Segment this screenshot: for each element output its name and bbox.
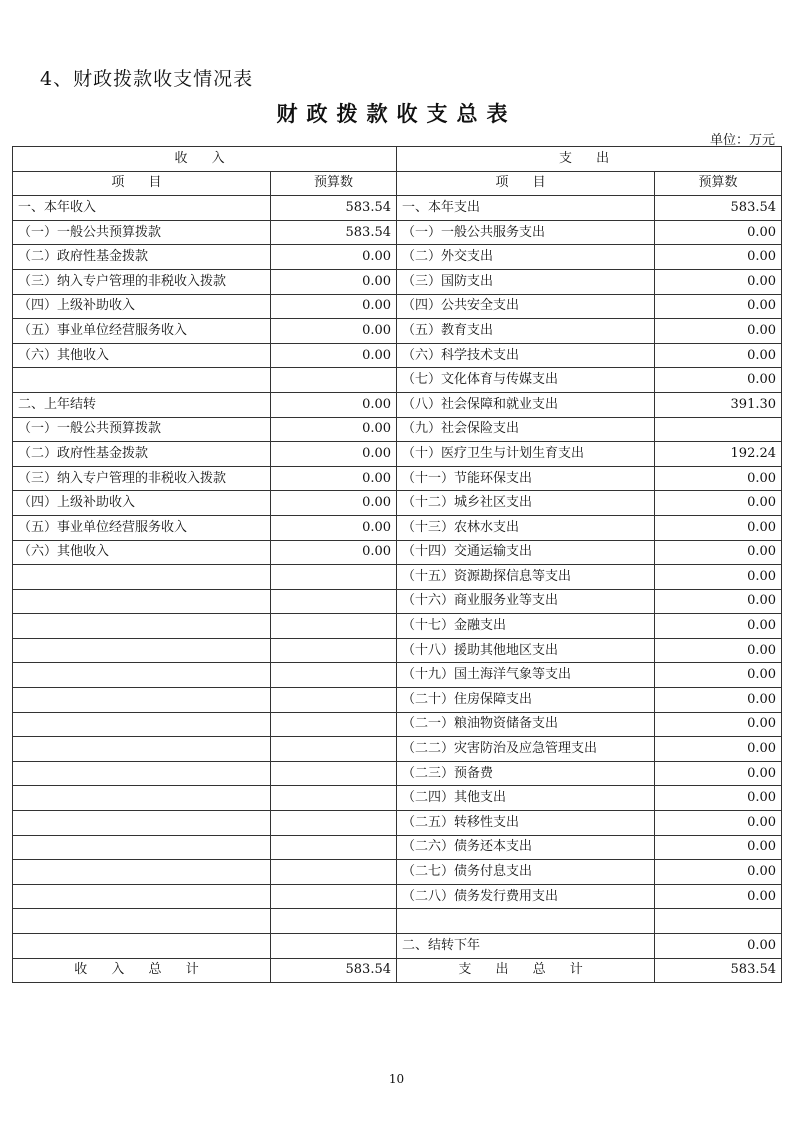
income-value-cell: 0.00 (271, 442, 397, 467)
table-body (13, 196, 782, 958)
expense-value-cell (655, 909, 782, 934)
expense-value-cell: 0.00 (655, 860, 782, 885)
income-item-cell: （四）上级补助收入 (13, 294, 271, 319)
expense-item-cell: （九）社会保险支出 (397, 417, 655, 442)
income-item-cell: 一、本年收入 (13, 196, 271, 221)
table-row (13, 491, 782, 516)
income-value-cell: 583.54 (271, 196, 397, 221)
table-row (13, 761, 782, 786)
expense-value-cell: 0.00 (655, 220, 782, 245)
income-value-cell: 0.00 (271, 269, 397, 294)
expense-total-label: 支 出 总 计 (397, 958, 655, 983)
income-item-cell (13, 835, 271, 860)
income-item-cell: 二、上年结转 (13, 392, 271, 417)
expense-value-cell: 0.00 (655, 811, 782, 836)
table-row (13, 442, 782, 467)
unit-label: 单位：万元 (709, 133, 775, 148)
income-total-label: 收 入 总 计 (13, 958, 271, 983)
page-number: 10 (388, 1072, 405, 1086)
table-row (13, 860, 782, 885)
table-row (13, 663, 782, 688)
income-item-cell (13, 884, 271, 909)
expense-item-cell: （十七）金融支出 (397, 614, 655, 639)
expense-item-cell: （十八）援助其他地区支出 (397, 638, 655, 663)
income-item-cell: （三）纳入专户管理的非税收入拨款 (13, 269, 271, 294)
table-row (13, 934, 782, 959)
income-item-cell (13, 860, 271, 885)
expense-value-cell: 0.00 (655, 294, 782, 319)
income-item-cell (13, 761, 271, 786)
income-value-cell: 0.00 (271, 515, 397, 540)
expense-item-cell: （二六）债务还本支出 (397, 835, 655, 860)
table-title: 财政拨款收支总表 (276, 101, 517, 126)
table-row (13, 245, 782, 270)
table-row (13, 909, 782, 934)
income-value-cell: 0.00 (271, 245, 397, 270)
expense-item-cell: （七）文化体育与传媒支出 (397, 368, 655, 393)
income-value-cell: 583.54 (271, 220, 397, 245)
expense-item-cell (397, 909, 655, 934)
income-item-cell: （六）其他收入 (13, 343, 271, 368)
expense-item-cell: （二三）预备费 (397, 761, 655, 786)
table-row (13, 269, 782, 294)
expense-value-cell: 0.00 (655, 614, 782, 639)
income-item-cell (13, 712, 271, 737)
income-item-cell (13, 638, 271, 663)
expense-item-cell: （十二）城乡社区支出 (397, 491, 655, 516)
income-value-cell (271, 712, 397, 737)
income-item-cell: （一）一般公共预算拨款 (13, 220, 271, 245)
expense-item-cell: （二二）灾害防治及应急管理支出 (397, 737, 655, 762)
table-row (13, 466, 782, 491)
table-row (13, 294, 782, 319)
table-row (13, 835, 782, 860)
income-item-cell (13, 663, 271, 688)
expense-value-cell: 0.00 (655, 515, 782, 540)
table-row (13, 392, 782, 417)
table-row (13, 737, 782, 762)
income-value-cell (271, 761, 397, 786)
expense-item-header: 项 目 (397, 171, 655, 196)
income-item-cell (13, 368, 271, 393)
expense-value-cell: 391.30 (655, 392, 782, 417)
expense-item-cell: （十六）商业服务业等支出 (397, 589, 655, 614)
table-group-header-row (13, 147, 782, 172)
income-value-cell: 0.00 (271, 466, 397, 491)
income-item-cell: （五）事业单位经营服务收入 (13, 319, 271, 344)
expense-item-cell: （十五）资源勘探信息等支出 (397, 565, 655, 590)
table-row (13, 589, 782, 614)
expense-item-cell: （二七）债务付息支出 (397, 860, 655, 885)
expense-value-cell: 0.00 (655, 343, 782, 368)
expense-item-cell: （二四）其他支出 (397, 786, 655, 811)
expense-value-cell: 0.00 (655, 786, 782, 811)
budget-summary-table (12, 146, 782, 983)
expense-item-cell: （二八）债务发行费用支出 (397, 884, 655, 909)
income-item-cell (13, 688, 271, 713)
expense-item-cell: （一）一般公共服务支出 (397, 220, 655, 245)
income-value-cell (271, 368, 397, 393)
income-header: 收 入 (13, 147, 397, 172)
income-value-cell (271, 835, 397, 860)
expense-value-cell: 0.00 (655, 319, 782, 344)
expense-value-cell: 0.00 (655, 540, 782, 565)
expense-value-cell: 192.24 (655, 442, 782, 467)
income-value-cell (271, 737, 397, 762)
table-row (13, 638, 782, 663)
expense-value-cell: 0.00 (655, 638, 782, 663)
income-value-cell: 0.00 (271, 392, 397, 417)
income-value-cell: 0.00 (271, 417, 397, 442)
table-row (13, 515, 782, 540)
expense-item-cell: （二）外交支出 (397, 245, 655, 270)
income-value-cell (271, 811, 397, 836)
expense-item-cell: （十三）农林水支出 (397, 515, 655, 540)
income-item-cell (13, 811, 271, 836)
income-item-cell: （六）其他收入 (13, 540, 271, 565)
expense-value-cell: 0.00 (655, 688, 782, 713)
income-value-cell: 0.00 (271, 491, 397, 516)
income-total-value: 583.54 (271, 958, 397, 983)
income-item-cell (13, 589, 271, 614)
expense-value-cell: 583.54 (655, 196, 782, 221)
income-value-cell (271, 688, 397, 713)
income-item-cell: （二）政府性基金拨款 (13, 245, 271, 270)
income-item-cell: （三）纳入专户管理的非税收入拨款 (13, 466, 271, 491)
expense-value-cell: 0.00 (655, 589, 782, 614)
expense-value-cell: 0.00 (655, 884, 782, 909)
income-value-cell (271, 589, 397, 614)
table-row (13, 688, 782, 713)
table-row (13, 343, 782, 368)
income-value-cell (271, 934, 397, 959)
table-row (13, 417, 782, 442)
income-item-cell: （二）政府性基金拨款 (13, 442, 271, 467)
expense-item-cell: （十一）节能环保支出 (397, 466, 655, 491)
income-item-cell (13, 934, 271, 959)
income-value-cell (271, 884, 397, 909)
expense-item-cell: （二五）转移性支出 (397, 811, 655, 836)
expense-budget-header: 预算数 (655, 171, 782, 196)
expense-item-cell: （四）公共安全支出 (397, 294, 655, 319)
table-row (13, 540, 782, 565)
income-item-cell (13, 786, 271, 811)
expense-item-cell: （八）社会保障和就业支出 (397, 392, 655, 417)
income-value-cell (271, 638, 397, 663)
expense-value-cell: 0.00 (655, 565, 782, 590)
section-title: 4、财政拨款收支情况表 (40, 68, 254, 90)
expense-value-cell: 0.00 (655, 368, 782, 393)
expense-value-cell: 0.00 (655, 269, 782, 294)
totals-row (13, 958, 782, 983)
expense-item-cell: （十四）交通运输支出 (397, 540, 655, 565)
expense-value-cell: 0.00 (655, 737, 782, 762)
income-value-cell (271, 565, 397, 590)
income-value-cell (271, 786, 397, 811)
expense-value-cell: 0.00 (655, 491, 782, 516)
table-row (13, 614, 782, 639)
income-value-cell: 0.00 (271, 540, 397, 565)
expense-item-cell: 一、本年支出 (397, 196, 655, 221)
income-value-cell (271, 614, 397, 639)
income-item-header: 项 目 (13, 171, 271, 196)
table-row (13, 786, 782, 811)
expense-value-cell (655, 417, 782, 442)
table-row (13, 319, 782, 344)
expense-item-cell: （二一）粮油物资储备支出 (397, 712, 655, 737)
expense-value-cell: 0.00 (655, 466, 782, 491)
income-value-cell: 0.00 (271, 319, 397, 344)
expense-item-cell: 二、结转下年 (397, 934, 655, 959)
expense-item-cell: （二十）住房保障支出 (397, 688, 655, 713)
income-item-cell: （四）上级补助收入 (13, 491, 271, 516)
table-column-header-row (13, 171, 782, 196)
income-item-cell (13, 614, 271, 639)
expense-value-cell: 0.00 (655, 761, 782, 786)
income-item-cell: （五）事业单位经营服务收入 (13, 515, 271, 540)
table-row (13, 196, 782, 221)
table-row (13, 811, 782, 836)
expense-value-cell: 0.00 (655, 835, 782, 860)
expense-item-cell: （三）国防支出 (397, 269, 655, 294)
income-budget-header: 预算数 (271, 171, 397, 196)
table-row (13, 565, 782, 590)
income-value-cell: 0.00 (271, 343, 397, 368)
expense-value-cell: 0.00 (655, 245, 782, 270)
income-value-cell (271, 663, 397, 688)
expense-item-cell: （十）医疗卫生与计划生育支出 (397, 442, 655, 467)
expense-item-cell: （十九）国土海洋气象等支出 (397, 663, 655, 688)
expense-value-cell: 0.00 (655, 934, 782, 959)
income-item-cell (13, 737, 271, 762)
income-item-cell (13, 909, 271, 934)
expense-value-cell: 0.00 (655, 712, 782, 737)
expense-total-value: 583.54 (655, 958, 782, 983)
expense-item-cell: （五）教育支出 (397, 319, 655, 344)
expense-item-cell: （六）科学技术支出 (397, 343, 655, 368)
income-value-cell: 0.00 (271, 294, 397, 319)
income-value-cell (271, 909, 397, 934)
income-value-cell (271, 860, 397, 885)
income-item-cell: （一）一般公共预算拨款 (13, 417, 271, 442)
table-row (13, 884, 782, 909)
income-item-cell (13, 565, 271, 590)
table-row (13, 220, 782, 245)
table-row (13, 368, 782, 393)
expense-value-cell: 0.00 (655, 663, 782, 688)
expense-header: 支 出 (397, 147, 782, 172)
table-row (13, 712, 782, 737)
